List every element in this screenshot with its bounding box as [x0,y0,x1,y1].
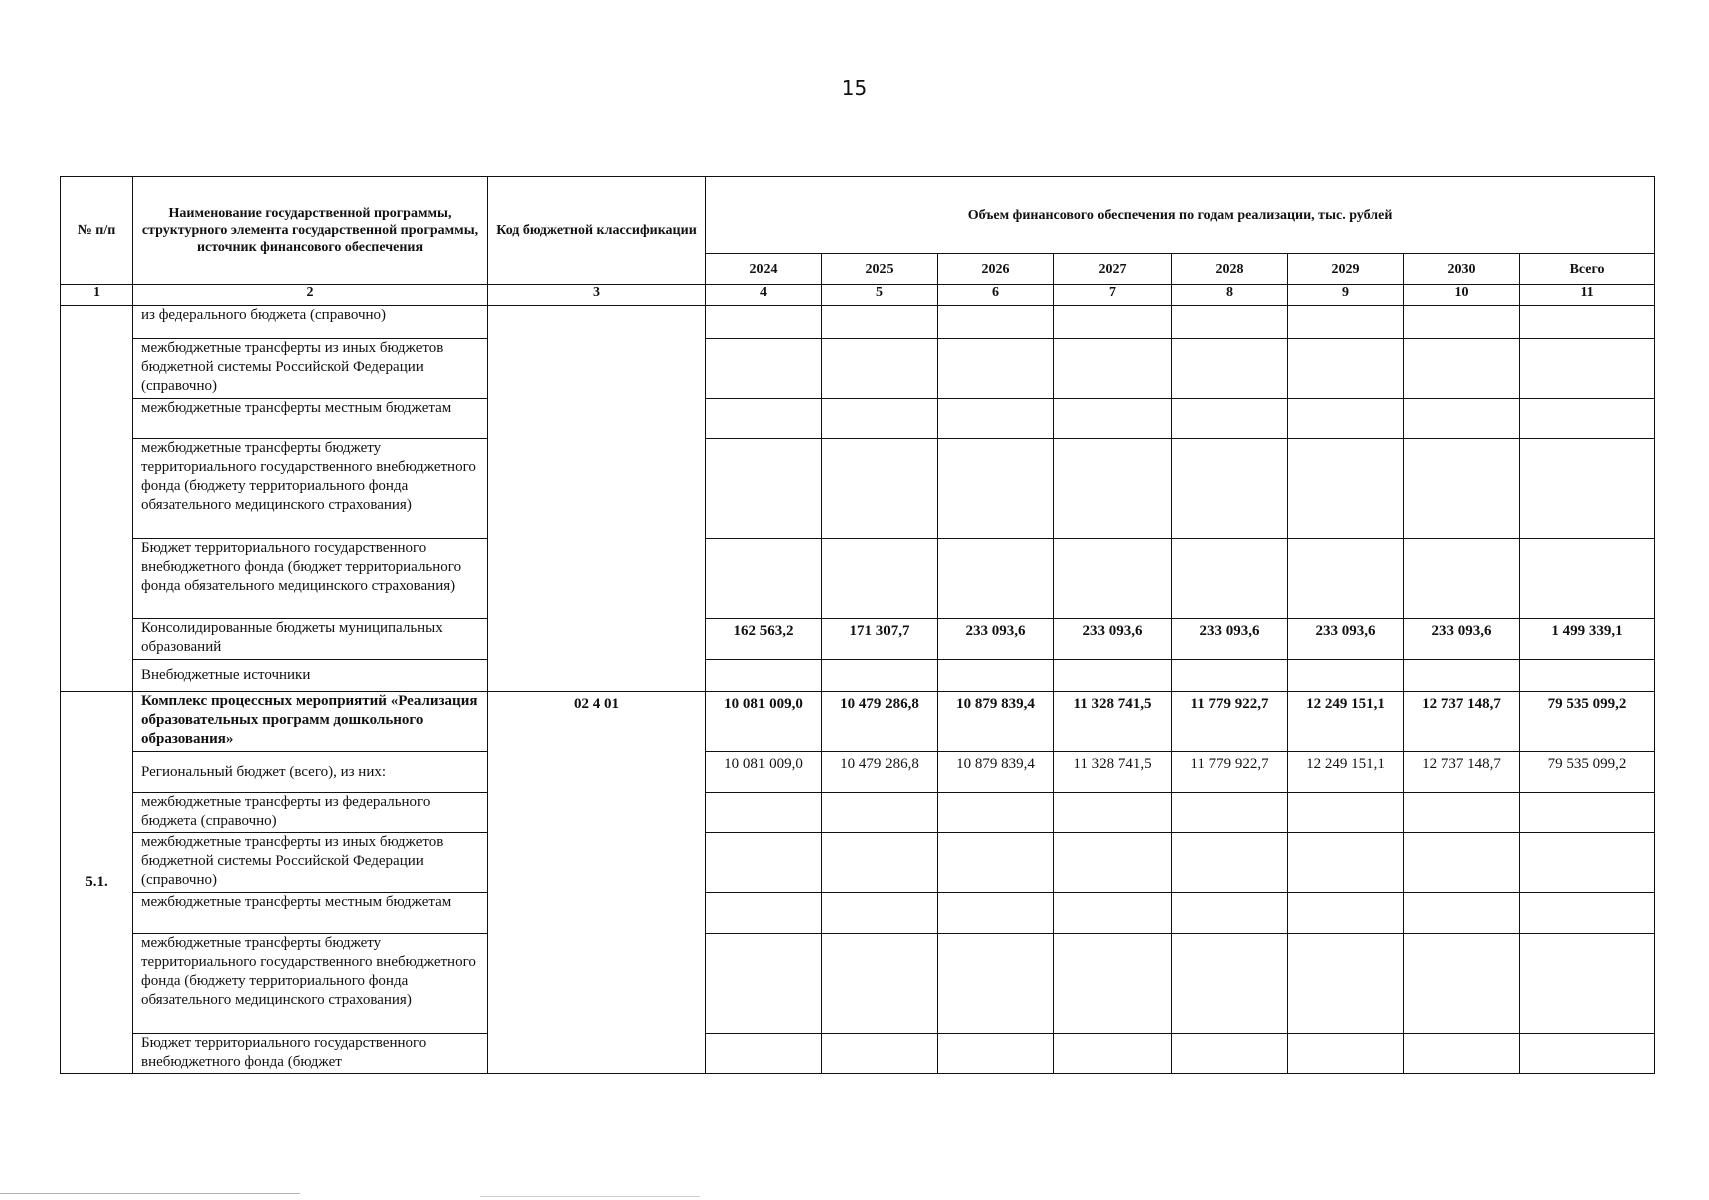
value-cell [1172,539,1288,619]
value-cell [938,893,1054,934]
value-cell [1520,893,1655,934]
row-code: 02 4 01 [488,692,706,1074]
value-cell [1520,339,1655,399]
row-label: межбюджетные трансферты из иных бюджетов бюджетной системы Российской Федерации (справочно) [133,339,488,399]
value-cell: 12 249 151,1 [1288,692,1404,752]
column-number: 2 [133,285,488,306]
row-label: Внебюджетные источники [133,660,488,692]
value-cell: 11 779 922,7 [1172,692,1288,752]
value-cell: 79 535 099,2 [1520,752,1655,793]
value-cell [1404,339,1520,399]
value-cell [1172,833,1288,893]
table-row [61,660,1655,692]
value-cell [1054,1034,1172,1074]
row-label: межбюджетные трансферты местным бюджетам [133,893,488,934]
value-cell [1288,893,1404,934]
value-cell [1288,833,1404,893]
column-number: 3 [488,285,706,306]
table-row [61,793,1655,833]
value-cell [822,439,938,539]
value-cell [1054,339,1172,399]
row-label: межбюджетные трансферты бюджету территориального государственного внебюджетного фонда (бюджету территориального фонда обязательного медицинского страхования) [133,934,488,1034]
value-cell [706,539,822,619]
value-cell [1404,893,1520,934]
row-label: Консолидированные бюджеты муниципальных образований [133,619,488,660]
value-cell: 171 307,7 [822,619,938,660]
value-cell [1172,934,1288,1034]
value-cell: 10 879 839,4 [938,692,1054,752]
row-label: Комплекс процессных мероприятий «Реализация образовательных программ дошкольного образования» [133,692,488,752]
value-cell: 1 499 339,1 [1520,619,1655,660]
row-label: Бюджет территориального государственного внебюджетного фонда (бюджет [133,1034,488,1074]
value-cell: 10 081 009,0 [706,752,822,793]
value-cell [822,1034,938,1074]
value-cell [1054,833,1172,893]
value-cell [1520,306,1655,339]
value-cell [1172,339,1288,399]
value-cell [1404,306,1520,339]
value-cell [822,306,938,339]
header-total: Всего [1520,254,1655,285]
value-cell: 10 081 009,0 [706,692,822,752]
value-cell [1520,1034,1655,1074]
value-cell [1054,539,1172,619]
value-cell [822,893,938,934]
table-row [61,934,1655,1034]
value-cell [822,660,938,692]
value-cell [1288,539,1404,619]
header-name: Наименование государственной программы, структурного элемента государственной программы, источник финансового обеспечения [133,177,488,285]
table-row [61,893,1655,934]
value-cell [1288,399,1404,439]
value-cell [1054,399,1172,439]
column-numbers-row [61,285,1655,306]
value-cell [822,934,938,1034]
value-cell: 79 535 099,2 [1520,692,1655,752]
value-cell [706,1034,822,1074]
value-cell [706,439,822,539]
value-cell [1054,893,1172,934]
column-number: 7 [1054,285,1172,306]
value-cell [1404,1034,1520,1074]
value-cell [938,306,1054,339]
value-cell: 11 328 741,5 [1054,692,1172,752]
value-cell [938,539,1054,619]
table-row [61,619,1655,660]
value-cell: 12 737 148,7 [1404,692,1520,752]
scan-artifact-line [480,1196,700,1197]
value-cell [938,439,1054,539]
value-cell [1172,893,1288,934]
value-cell: 10 479 286,8 [822,692,938,752]
row-index: 5.1. [61,692,133,1074]
column-number: 11 [1520,285,1655,306]
value-cell: 233 093,6 [1172,619,1288,660]
value-cell: 10 479 286,8 [822,752,938,793]
table-row [61,692,1655,752]
value-cell [1054,660,1172,692]
value-cell [706,399,822,439]
value-cell: 233 093,6 [1288,619,1404,660]
value-cell [938,833,1054,893]
value-cell [1054,934,1172,1034]
column-number: 1 [61,285,133,306]
value-cell [1520,439,1655,539]
value-cell [706,893,822,934]
value-cell [1172,306,1288,339]
value-cell: 233 093,6 [1404,619,1520,660]
value-cell [1172,399,1288,439]
value-cell [1288,306,1404,339]
value-cell [706,934,822,1034]
value-cell [706,833,822,893]
value-cell [822,539,938,619]
row-label: межбюджетные трансферты из федерального бюджета (справочно) [133,793,488,833]
value-cell [1172,439,1288,539]
column-number: 5 [822,285,938,306]
header-year: 2027 [1054,254,1172,285]
header-year: 2030 [1404,254,1520,285]
value-cell [1404,934,1520,1034]
value-cell [706,660,822,692]
header-year: 2025 [822,254,938,285]
value-cell [1288,934,1404,1034]
value-cell [1520,399,1655,439]
value-cell [1404,539,1520,619]
value-cell: 162 563,2 [706,619,822,660]
value-cell [1520,793,1655,833]
value-cell: 10 879 839,4 [938,752,1054,793]
value-cell [1288,339,1404,399]
table-row [61,306,1655,339]
value-cell [706,793,822,833]
table-row [61,539,1655,619]
value-cell: 12 249 151,1 [1288,752,1404,793]
value-cell [1520,660,1655,692]
value-cell [1404,833,1520,893]
column-number: 10 [1404,285,1520,306]
row-label: из федерального бюджета (справочно) [133,306,488,339]
header-year: 2026 [938,254,1054,285]
row-label: межбюджетные трансферты местным бюджетам [133,399,488,439]
value-cell [1288,439,1404,539]
value-cell [706,306,822,339]
value-cell [1404,660,1520,692]
value-cell [1288,793,1404,833]
value-cell [822,833,938,893]
column-number: 9 [1288,285,1404,306]
value-cell [1172,793,1288,833]
value-cell [822,399,938,439]
row-code-empty [488,306,706,692]
table-row [61,833,1655,893]
table-row [61,439,1655,539]
value-cell [822,339,938,399]
value-cell [1288,1034,1404,1074]
value-cell [1054,439,1172,539]
header-year: 2029 [1288,254,1404,285]
table-row [61,399,1655,439]
scan-artifact-line [0,1193,300,1194]
value-cell [938,934,1054,1034]
header-code: Код бюджетной классификации [488,177,706,285]
value-cell [1054,793,1172,833]
value-cell [1404,399,1520,439]
value-cell [938,660,1054,692]
row-label: Региональный бюджет (всего), из них: [133,752,488,793]
page-number: 15 [841,76,868,100]
value-cell [706,339,822,399]
value-cell [1288,660,1404,692]
value-cell [1520,539,1655,619]
value-cell [1520,934,1655,1034]
value-cell [938,339,1054,399]
value-cell [822,793,938,833]
table-row [61,339,1655,399]
value-cell [938,399,1054,439]
budget-table [60,176,1655,1074]
value-cell [1172,660,1288,692]
header-volume: Объем финансового обеспечения по годам реализации, тыс. рублей [706,177,1655,254]
value-cell: 11 328 741,5 [1054,752,1172,793]
column-number: 4 [706,285,822,306]
header-num: № п/п [61,177,133,285]
value-cell [938,793,1054,833]
row-label: межбюджетные трансферты из иных бюджетов бюджетной системы Российской Федерации (справочно) [133,833,488,893]
row-label: Бюджет территориального государственного внебюджетного фонда (бюджет территориального фонда обязательного медицинского страхования) [133,539,488,619]
header-year: 2024 [706,254,822,285]
column-number: 6 [938,285,1054,306]
table-row [61,752,1655,793]
value-cell: 233 093,6 [938,619,1054,660]
column-number: 8 [1172,285,1288,306]
value-cell: 233 093,6 [1054,619,1172,660]
value-cell [1520,833,1655,893]
value-cell [938,1034,1054,1074]
value-cell [1172,1034,1288,1074]
value-cell [1054,306,1172,339]
row-index-empty [61,306,133,692]
header-year: 2028 [1172,254,1288,285]
row-label: межбюджетные трансферты бюджету территориального государственного внебюджетного фонда (бюджету территориального фонда обязательного медицинского страхования) [133,439,488,539]
value-cell: 11 779 922,7 [1172,752,1288,793]
value-cell: 12 737 148,7 [1404,752,1520,793]
value-cell [1404,793,1520,833]
value-cell [1404,439,1520,539]
table-row [61,1034,1655,1074]
